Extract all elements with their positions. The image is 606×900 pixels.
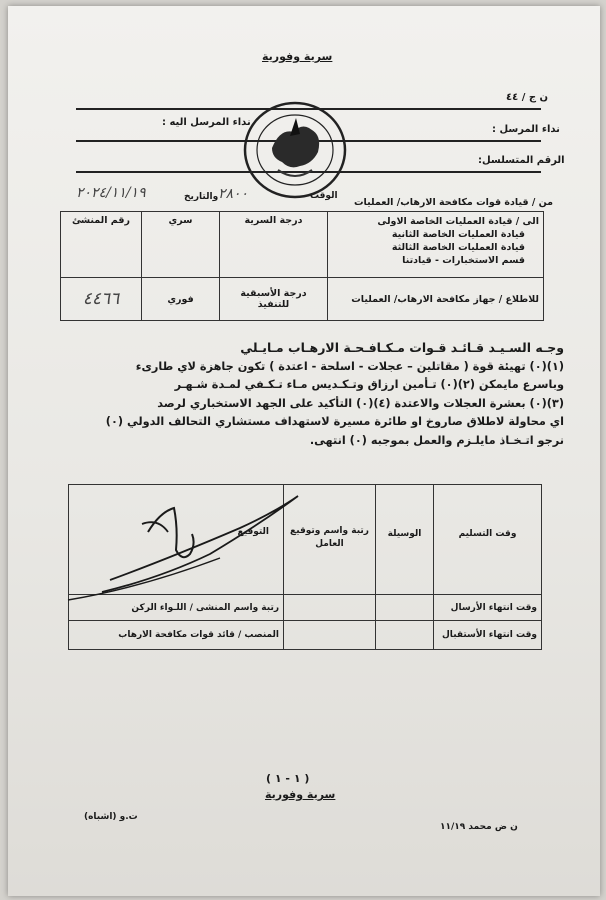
origin-no-value: ٤٤٦٦ xyxy=(82,289,120,309)
body-line: وباسرع مايمكن (٢)(٠) تـأمين ارزاق وتـكـديس مـاء تـكـفي لمـدة شـهـر xyxy=(174,378,564,391)
message-body xyxy=(52,339,564,450)
operator-label: رتبة واسم وتوقيع العامل xyxy=(290,526,369,549)
body-line: (٣)(٠) بعشرة العجلات والاعتدة (٤)(٠) التأكيد على الجهد الاستخباري لرصد xyxy=(157,396,564,410)
left-note: ت.و (اشباه) xyxy=(84,812,138,822)
recipient-label: نداء المرسل اليه : xyxy=(162,117,251,128)
reference-number: ن ج / ٤٤ xyxy=(506,92,549,103)
info-line: للاطلاع / جهاز مكافحة الارهاب/ العمليات xyxy=(351,293,539,305)
body-line: نرجو اتـخـاذ مايلـزم والعمل بموجبه (٠) انتهى. xyxy=(309,433,564,447)
priority-value: فوري xyxy=(167,293,194,305)
priority-value-cell xyxy=(142,278,220,321)
date-label: والتاريخ xyxy=(184,192,219,202)
receive-end-cell xyxy=(434,621,542,650)
classification-top: سرية وفورية xyxy=(262,50,333,63)
to-line: قسم الاستخبارات - قيادتنا xyxy=(402,255,525,266)
empty-cell xyxy=(376,595,434,621)
send-end-label: وقت انتهاء الأرسال xyxy=(450,602,537,613)
to-line: قيادة العمليات الخاصة الاولى xyxy=(377,216,513,227)
page-marker: ( ١ - ١ ) xyxy=(266,772,310,785)
info-cell xyxy=(328,278,544,321)
signature-label: التوقيع xyxy=(237,527,269,537)
time-label: الوقت xyxy=(310,191,338,201)
originator-label: رتبة واسم المنشى / اللـواء الركن xyxy=(131,602,279,613)
to-label: الى / xyxy=(515,216,539,227)
official-seal-icon xyxy=(242,100,348,200)
receive-end-label: وقت انتهاء الأستقبال xyxy=(442,630,537,640)
caller-label: نداء المرسل : xyxy=(492,124,560,135)
classification-bottom: سرية وفورية xyxy=(265,788,336,801)
to-line: قيادة العمليات الخاصة الثالثة xyxy=(391,242,525,253)
position-cell xyxy=(69,621,284,650)
date-value: ٢٠٢٤/١١/١٩ xyxy=(76,185,146,201)
origin-no-label: رقم المنشئ xyxy=(72,215,130,226)
secrecy-cell xyxy=(220,212,328,278)
serial-label: الرقم المتسلسل: xyxy=(478,155,565,166)
origin-no-cell xyxy=(61,212,142,278)
typist-note: ن ض محمد ١١/١٩ xyxy=(440,822,518,832)
empty-cell xyxy=(376,621,434,650)
delivery-time-cell xyxy=(434,485,542,595)
from-line: من / قيادة قوات مكافحة الارهاب/ العمليات xyxy=(354,197,554,208)
to-line: قيادة العمليات الخاصة الثانية xyxy=(391,229,525,240)
delivery-time-label: وقت التسليم xyxy=(458,529,517,539)
secrecy-value-cell xyxy=(142,212,220,278)
to-cell xyxy=(328,212,544,278)
empty-cell xyxy=(284,621,376,650)
secrecy-value: سري xyxy=(168,215,193,226)
means-label: الوسيلة xyxy=(387,529,422,539)
origin-no-value-cell xyxy=(61,278,142,321)
routing-table xyxy=(60,211,544,321)
time-value: ٢٨٠٠ xyxy=(218,186,249,202)
means-cell xyxy=(376,485,434,595)
body-line: (١)(٠) تهيئة قوة ( مقاتلين – عجلات - اسلحة - اعتدة ) تكون جاهزة لاي طارىء xyxy=(135,359,564,373)
body-line: وجـه السـيـد قـائـد قـوات مـكـافـحـة الارهـاب مـايـلي xyxy=(240,340,564,355)
send-end-cell xyxy=(434,595,542,621)
handwritten-signature-icon xyxy=(50,488,310,608)
priority-cell xyxy=(220,278,328,321)
position-label: المنصب / قائد قوات مكافحة الارهاب xyxy=(118,630,279,640)
priority-label: درجة الأسبقية للتنفيذ xyxy=(240,288,307,310)
secrecy-label: درجة السرية xyxy=(244,215,303,226)
body-line: اي محاولة لاطلاق صاروخ او طائرة مسيرة لاستهداف مستشاري التحالف الدولي (٠) xyxy=(105,415,564,428)
